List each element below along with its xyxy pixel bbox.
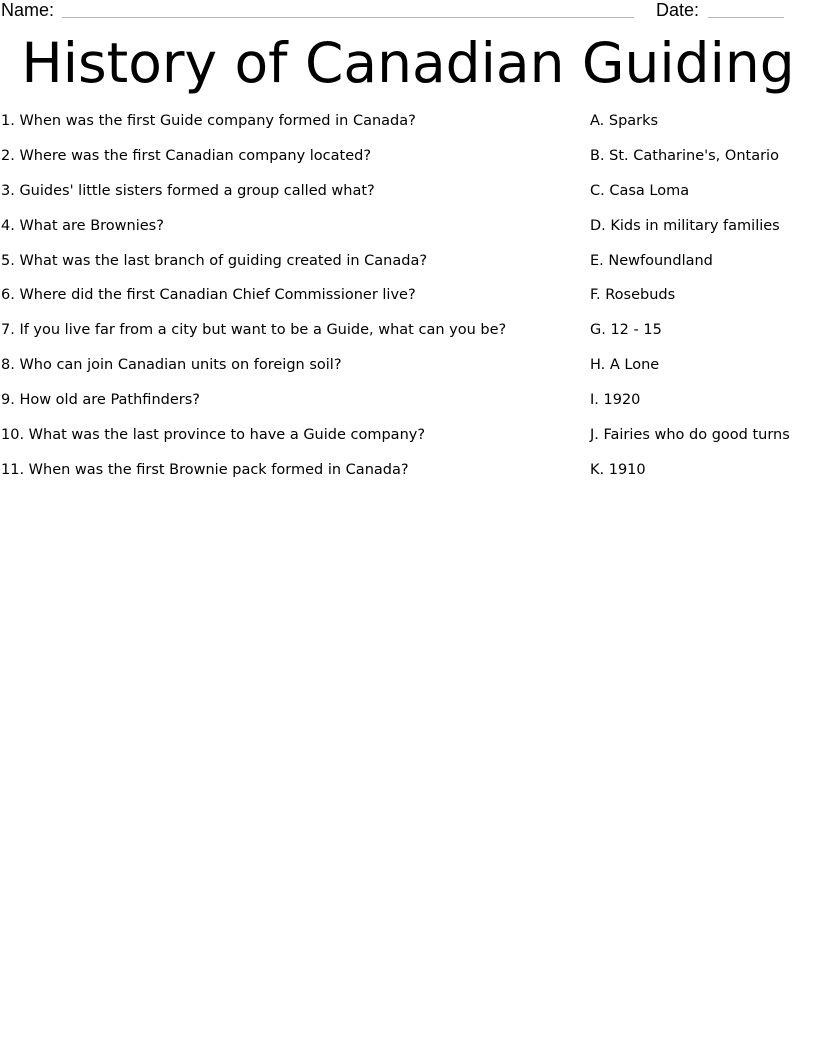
date-field-line[interactable]	[708, 17, 784, 18]
question-item: 4. What are Brownies?	[1, 217, 164, 234]
question-list	[1, 111, 571, 495]
question-item: 9. How old are Pathfinders?	[1, 392, 200, 409]
question-item: 2. Where was the first Canadian company located?	[1, 147, 372, 164]
question-item: 10. What was the last province to have a Guide company?	[1, 427, 426, 444]
answer-item: F. Rosebuds	[590, 287, 676, 304]
date-label: Date:	[656, 0, 700, 20]
question-item: 1. When was the first Guide company formed in Canada?	[1, 113, 416, 129]
question-item: 11. When was the first Brownie pack formed in Canada?	[1, 461, 409, 478]
answer-item: D. Kids in military families	[590, 217, 780, 234]
question-item: 5. What was the last branch of guiding created in Canada?	[1, 252, 428, 269]
name-field-line[interactable]	[62, 17, 634, 18]
answer-item: B. St. Catharine's, Ontario	[590, 147, 779, 164]
question-item: 6. Where did the first Canadian Chief Commissioner live?	[1, 287, 416, 304]
question-item: 8. Who can join Canadian units on foreign soil?	[1, 357, 342, 374]
question-item: 7. If you live far from a city but want to be a Guide, what can you be?	[1, 322, 507, 339]
answer-item: G. 12 - 15	[590, 322, 662, 339]
worksheet-header	[0, 0, 816, 22]
answer-item: K. 1910	[590, 461, 646, 478]
answer-item: A. Sparks	[590, 113, 659, 129]
answer-item: I. 1920	[590, 392, 641, 409]
answer-item: H. A Lone	[590, 357, 660, 374]
question-item: 3. Guides' little sisters formed a group called what?	[1, 182, 375, 199]
answer-item: J. Fairies who do good turns	[590, 427, 790, 444]
page-title: History of Canadian Guiding	[21, 31, 795, 95]
answer-item: C. Casa Loma	[590, 182, 690, 199]
answer-item: E. Newfoundland	[590, 252, 713, 269]
answer-list	[590, 111, 812, 495]
name-label: Name:	[1, 0, 55, 20]
